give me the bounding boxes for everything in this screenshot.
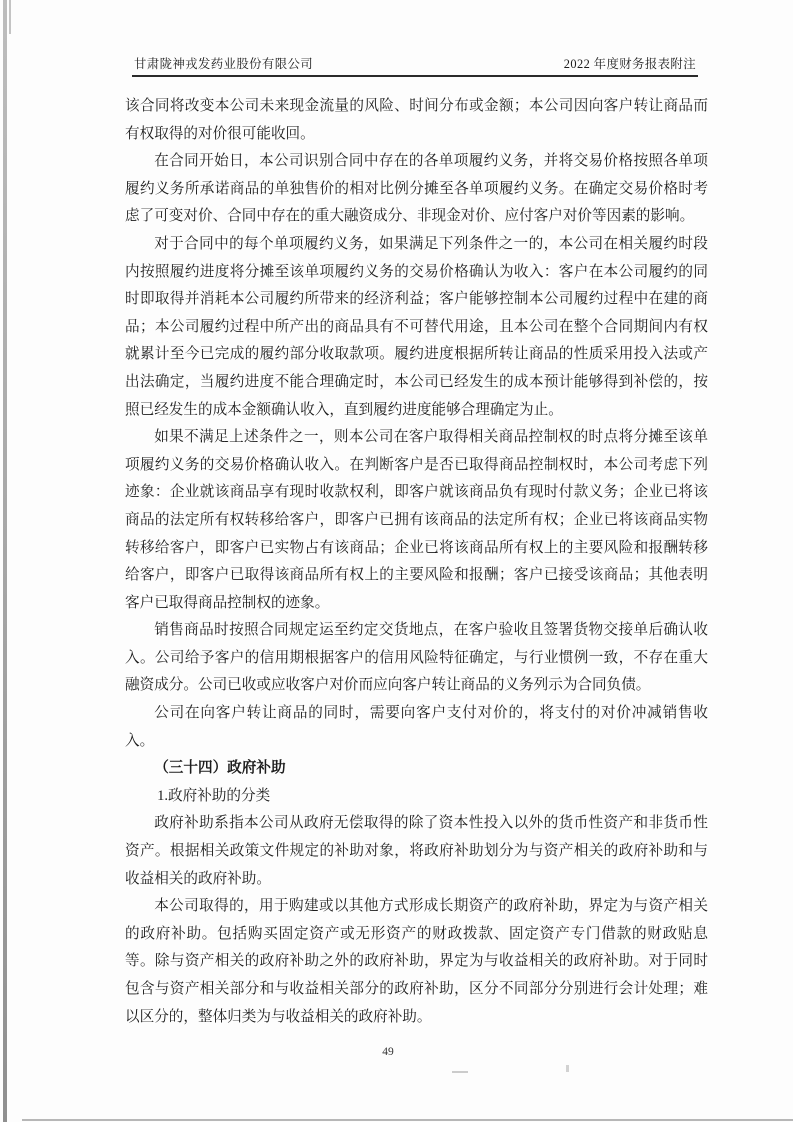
scan-edge-bottom-artifact	[22, 1119, 793, 1121]
paragraph: 如果不满足上述条件之一，则本公司在客户取得相关商品控制权的时点将分摊至该单项履约义务的交易价格确认收入。在判断客户是否已取得商品控制权时，本公司考虑下列迹象：企业就该商品享有现时收款权利，即客户就该商品负有现时付款义务；企业已将该商品的法定所有权转移给客户，即客户已拥有该商品的法定所有权；企业已将该商品实物转移给客户，即客户已实物占有该商品；企业已将该商品所有权上的主要风险和报酬转移给客户，即客户已取得该商品所有权上的主要风险和报酬；客户已接受该商品；其他表明客户已取得商品控制权的迹象。	[125, 429, 708, 611]
page-header	[134, 54, 696, 72]
page-number: 49	[382, 1046, 394, 1058]
paragraph: 本公司取得的，用于购建或以其他方式形成长期资产的政府补助，界定为与资产相关的政府补助。包括购买固定资产或无形资产的财政拨款、固定资产专门借款的财政贴息等。除与资产相关的政府补助之外的政府补助，界定为与收益相关的政府补助。对于同时包含与资产相关部分和与收益相关部分的政府补助，区分不同部分分别进行会计处理；难以区分的，整体归类为与收益相关的政府补助。	[125, 898, 708, 1025]
paragraph-continuation: 该合同将改变本公司未来现金流量的风险、时间分布或金额；本公司因向客户转让商品而有权取得的对价很可能收回。	[125, 98, 708, 142]
scan-edge-left-artifact	[3, 0, 7, 1122]
page-footer	[338, 1046, 438, 1058]
paragraph: 销售商品时按照合同规定运至约定交货地点，在客户验收且签署货物交接单后确认收入。公司给予客户的信用期根据客户的信用风险特征确定，与行业惯例一致，不存在重大融资成分。公司已收或应收客户对价而应向客户转让商品的义务列示为合同负债。	[125, 622, 708, 694]
scan-speck-artifact	[452, 1071, 468, 1073]
document-body	[125, 93, 708, 1031]
section-heading-government-grants: （三十四）政府补助	[154, 760, 286, 777]
scan-speck-artifact	[566, 1065, 569, 1072]
company-name: 甘肃陇神戎发药业股份有限公司	[134, 57, 314, 71]
paragraph: 在合同开始日，本公司识别合同中存在的各单项履约义务，并将交易价格按照各单项履约义务所承诺商品的单独售价的相对比例分摊至各单项履约义务。在确定交易价格时考虑了可变对价、合同中存在的重大融资成分、非现金对价、应付客户对价等因素的影响。	[125, 153, 708, 225]
header-rule	[132, 75, 698, 77]
report-title: 2022 年度财务报表附注	[563, 57, 696, 71]
paragraph: 公司在向客户转让商品的同时，需要向客户支付对价的，将支付的对价冲减销售收入。	[125, 705, 708, 749]
paragraph: 政府补助系指本公司从政府无偿取得的除了资本性投入以外的货币性资产和非货币性资产。根据相关政策文件规定的补助对象，将政府补助划分为与资产相关的政府补助和与收益相关的政府补助。	[125, 815, 708, 887]
paragraph: 对于合同中的每个单项履约义务，如果满足下列条件之一的，本公司在相关履约时段内按照履约进度将分摊至该单项履约义务的交易价格确认为收入：客户在本公司履约的同时即取得并消耗本公司履约所带来的经济利益；客户能够控制本公司履约过程中在建的商品；本公司履约过程中所产出的商品具有不可替代用途，且本公司在整个合同期间内有权就累计至今已完成的履约部分收取款项。履约进度根据所转让商品的性质采用投入法或产出法确定，当履约进度不能合理确定时，本公司已经发生的成本预计能够得到补偿的，按照已经发生的成本金额确认收入，直到履约进度能够合理确定为止。	[125, 235, 708, 418]
subsection-heading-grant-classification: 1.政府补助的分类	[157, 787, 271, 804]
scan-edge-top-artifact	[9, 0, 11, 34]
